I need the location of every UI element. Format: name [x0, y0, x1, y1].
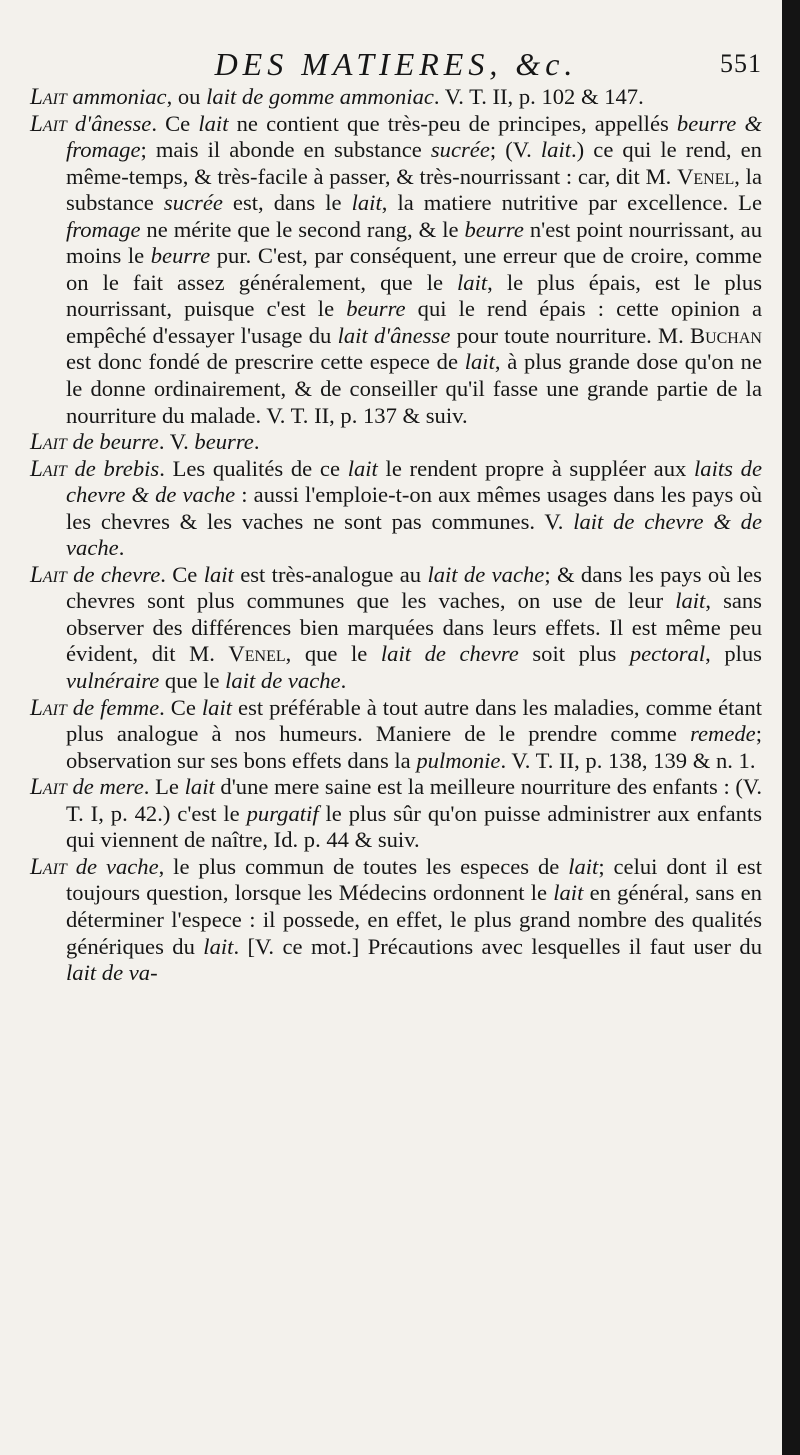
index-entry: [30, 562, 762, 695]
italic-term: de mere: [66, 774, 144, 800]
italic-term: lait d'ânesse: [337, 322, 451, 348]
entry-text: pur. C'est, par conséquent, une erreur que de croire, comme on le fait assez généralement, que le: [66, 243, 762, 295]
entry-text: . Ce: [160, 561, 204, 587]
running-title: DES MATIERES, &c.: [214, 46, 578, 82]
italic-term: de beurre: [66, 429, 159, 455]
author-name: Buchan: [690, 322, 762, 348]
entry-text: . Les qualités de ce: [159, 455, 348, 481]
italic-term: lait de chevre & de vache: [66, 508, 762, 561]
italic-term: de femme: [66, 694, 160, 720]
entry-text: ; observation sur ses bons effets dans la: [66, 721, 762, 773]
entry-text: ; celui dont il est toujours question, lorsque les Médecins ordonnent le: [66, 853, 762, 906]
entry-text: soit plus: [518, 641, 630, 667]
italic-term: lait: [464, 349, 495, 375]
entry-text: , plus: [705, 641, 762, 667]
entry-headword: Lait: [30, 84, 67, 109]
entry-headword: Lait: [30, 429, 67, 455]
italic-term: vulnéraire: [66, 668, 160, 694]
italic-term: lait de vache: [427, 561, 545, 587]
entry-text: , sans observer des différences bien marquées dans leurs effets. Il est même peu évident, dit M.: [66, 588, 762, 667]
italic-term: beurre: [464, 216, 524, 242]
italic-term: beurre & fromage: [66, 110, 763, 163]
entry-text: , à plus grande dose qu'on ne le donne ordinairement, & de conseiller qu'il fasse une grande partie de la nourriture du malade. V. T. II, p. 137 & suiv.: [66, 349, 762, 428]
entry-text: .: [118, 535, 125, 561]
entry-text: est, dans le: [222, 190, 352, 216]
entry-headword: Lait: [30, 694, 67, 720]
entry-headword: Lait: [30, 561, 67, 587]
entry-text: , que le: [285, 641, 381, 667]
entry-text: ; & dans les pays où les chevres sont plus communes que les vaches, on use de leur: [66, 561, 762, 614]
index-entry: [30, 456, 762, 562]
entry-headword: Lait: [30, 455, 67, 481]
entry-text: .: [253, 429, 260, 455]
italic-term: beurre: [150, 243, 211, 269]
italic-term: lait: [457, 269, 488, 295]
italic-term: de brebis: [66, 455, 160, 481]
entry-text: qui le rend épais : cette opinion a empêché d'essayer l'usage du: [66, 296, 762, 348]
italic-term: beurre: [194, 429, 254, 455]
entry-text: , la substance: [66, 163, 762, 216]
entry-text: ; mais il abonde en substance: [140, 137, 431, 163]
entry-text: . V. T. II, p. 102 & 147.: [433, 84, 644, 109]
entry-text: . Ce: [159, 694, 202, 720]
index-entry: [30, 774, 762, 854]
entry-text: est préférable à tout autre dans les maladies, comme étant plus analogue à nos humeurs. Maniere de le prendre comme: [66, 694, 763, 747]
italic-term: de vache: [66, 853, 159, 879]
index-entry: [30, 854, 762, 987]
index-entry: [30, 84, 762, 111]
italic-term: lait: [675, 588, 706, 614]
italic-term: lait: [553, 880, 584, 906]
entry-headword: Lait: [30, 774, 67, 800]
italic-term: sucrée: [163, 190, 223, 216]
page-text: [30, 44, 762, 987]
entry-text: ne mérite que le second rang, & le: [140, 216, 465, 242]
page-number: 551: [720, 49, 762, 78]
italic-term: de chevre: [66, 561, 161, 587]
italic-term: sucrée: [430, 137, 490, 163]
index-entry: [30, 695, 762, 775]
italic-term: lait: [203, 561, 234, 587]
index-entry: [30, 429, 762, 456]
italic-term: lait: [347, 455, 378, 481]
author-name: Venel: [677, 163, 735, 189]
entry-text: . V.: [158, 429, 195, 455]
italic-term: lait: [540, 137, 572, 163]
italic-term: pulmonie: [416, 747, 501, 773]
italic-term: d'ânesse: [66, 110, 152, 136]
entry-text: ne contient que très-peu de principes, appellés: [228, 110, 677, 136]
entry-text: n'est point nourrissant, au moins le: [66, 216, 762, 269]
italic-term: beurre: [346, 296, 406, 322]
author-name: Venel: [228, 641, 286, 667]
entry-text: en général, sans en déterminer l'espece : il possede, en effet, le plus grand nombre des qualités génériques du: [66, 880, 762, 959]
entry-text: , le plus épais, est le plus nourrissant, puisque c'est le: [66, 269, 762, 322]
entry-text: , le plus commun de toutes les especes de: [158, 853, 569, 879]
entry-text: . Le: [143, 774, 185, 800]
entry-text: .) ce qui le rend, en même-temps, & très-facile à passer, & très-nourrissant : car, dit M.: [66, 137, 762, 189]
entry-text: , la matiere nutritive par excellence. Le: [381, 190, 762, 216]
entry-text: . [V. ce mot.] Précautions avec lesquelles il faut user du: [233, 933, 762, 959]
italic-term: lait de gomme ammoniac: [206, 84, 434, 109]
italic-term: laits de chevre & de vache: [66, 455, 762, 508]
italic-term: lait de chevre: [380, 641, 519, 667]
entry-headword: Lait: [30, 853, 67, 879]
entry-text: le rendent propre à suppléer aux: [377, 455, 695, 481]
italic-term: ammoniac: [66, 84, 167, 109]
entry-text: ; (V.: [489, 137, 541, 163]
italic-term: lait: [184, 774, 215, 800]
entry-text: d'une mere saine est la meilleure nourriture des enfants : (V. T. I, p. 42.) c'est le: [66, 774, 762, 826]
italic-term: purgatif: [246, 800, 319, 826]
entry-text: , ou: [166, 84, 207, 109]
italic-term: lait: [198, 110, 229, 136]
page-header: [30, 44, 762, 84]
binding-shadow: [782, 0, 800, 1455]
entry-text: .: [340, 668, 347, 694]
entry-text: . Ce: [151, 110, 199, 136]
italic-term: lait de vache: [225, 668, 341, 694]
italic-term: lait de va-: [66, 960, 158, 986]
entry-text: que le: [159, 668, 226, 694]
italic-term: lait: [203, 933, 234, 959]
index-entry: [30, 111, 762, 430]
entry-text: . V. T. II, p. 138, 139 & n. 1.: [500, 747, 756, 773]
entry-text: le plus sûr qu'on puisse administrer aux enfants qui viennent de naître, Id. p. 44 & suiv.: [66, 800, 762, 853]
italic-term: lait: [351, 190, 382, 216]
entry-headword: Lait: [30, 110, 67, 136]
entry-text: est très-analogue au: [233, 561, 428, 587]
index-entries: [30, 84, 762, 987]
entry-text: est donc fondé de prescrire cette espece de: [66, 349, 465, 375]
italic-term: remede: [690, 721, 756, 747]
italic-term: lait: [568, 853, 599, 879]
entry-text: pour toute nourriture. M.: [450, 322, 691, 348]
italic-term: pectoral: [629, 641, 706, 667]
italic-term: fromage: [66, 216, 141, 242]
entry-text: : aussi l'emploie-t-on aux mêmes usages dans les pays où les chevres & les vaches ne sont pas communes. V.: [66, 482, 762, 534]
italic-term: lait: [201, 694, 233, 720]
